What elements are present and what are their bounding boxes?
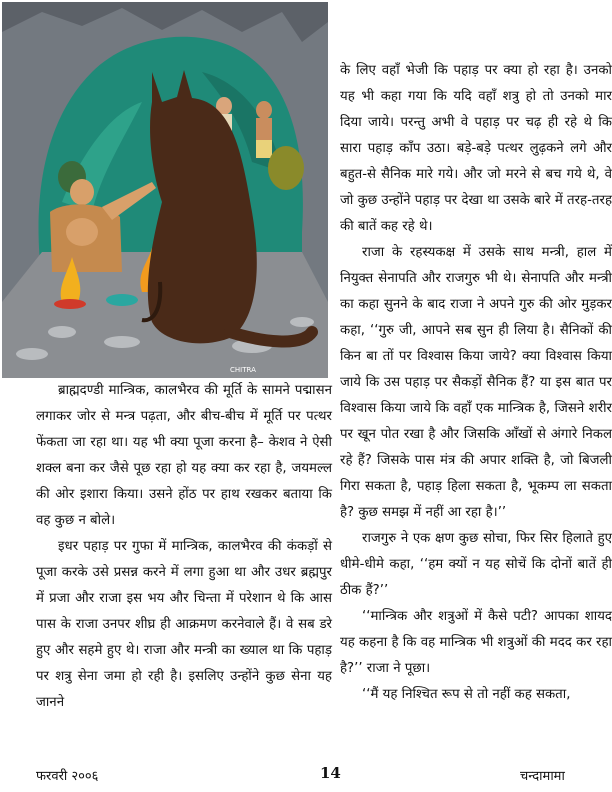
paragraph: ब्राह्मदण्डी मान्त्रिक, कालभैरव की मूर्ति के सामने पद्मासन लगाकर जोर से मन्त्र पढ़ता, और बीच-बीच में मूर्ति पर पत्थर फेंकता जा रहा था। यह भी क्या पूजा करना है– केशव ने ऐसी शक्ल बना कर जैसे पूछ रहा हो यह क्या कर रहा है, जयमल्ल की ओर इशारा किया। उसने होंठ पर हाथ रखकर बताया कि वह कुछ न बोले।: [36, 383, 332, 528]
paragraph: ‘‘मान्त्रिक और शत्रुओं में कैसे पटी? आपका शायद यह कहना है कि वह मान्त्रिक भी शत्रुओं की मदद कर रहा है?’’ राजा ने पूछा।: [340, 609, 612, 676]
paragraph: राजगुरु ने एक क्षण कुछ सोचा, फिर सिर हिलाते हुए धीमे-धीमे कहा, ‘‘हम क्यों न यह सोचें कि दोनों बातें ही ठीक हैं?’’: [340, 531, 612, 598]
right-text-column: [340, 58, 612, 708]
footer-date: फरवरी २००६: [36, 769, 99, 784]
footer-magazine-name: चन्दामामा: [520, 769, 565, 784]
clay-pot: [268, 146, 304, 190]
story-illustration: [2, 2, 328, 378]
artist-signature: CHITRA: [230, 366, 256, 374]
left-text-column: [36, 378, 332, 716]
paragraph: इधर पहाड़ पर गुफा में मान्त्रिक, कालभैरव की कंकड़ों से पूजा करके उसे प्रसन्न करने में लगा हुआ था और उधर ब्रह्मपुर में प्रजा और राजा इस भय और चिन्ता में परेशान थे कि आस पास के राजा उनपर शीघ्र ही आक्रमण करनेवाले हैं। वे सब डरे हुए और सहमे हुए थे। राजा और मन्त्री का ख्याल था कि पहाड़ पर शत्रु सेना जमा हो रही है। इसलिए उन्होंने कुछ सेना यह जानने: [36, 539, 332, 710]
page-number: 14: [320, 764, 341, 782]
paragraph: ‘‘मैं यह निश्चित रूप से तो नहीं कह सकता,: [362, 687, 571, 702]
paragraph: राजा के रहस्यकक्ष में उसके साथ मन्त्री, हाल में नियुक्त सेनापति और राजगुरु भी थे। सेनापति और मन्त्री का कहा सुनने के बाद राजा ने अपने गुरु की ओर मुड़कर कहा, ‘‘गुरु जी, आपने सब सुन ही लिया है। सैनिकों की किन बा तों पर विश्वास किया जाये? क्या विश्वास किया जाये कि उस पहाड़ पर सैकड़ों सैनिक हैं? या इस बात पर विश्वास किया जाये कि वहाँ एक मान्त्रिक है, जिसने शरीर पर खून पोत रखा है और जिसकि आँखों से अंगारे निकल रहे हैं? जिसके पास मंत्र की अपार शक्ति है, जो बिजली गिरा सकता है, पहाड़ हिला सकता है, भूकम्प ला सकता है? कुछ समझ में नहीं आ रहा है।’’: [340, 245, 612, 520]
paragraph: के लिए वहाँ भेजी कि पहाड़ पर क्या हो रहा है। उनको यह भी कहा गया कि यदि वहाँ शत्रु हो तो उनको मार दिया जाये। परन्तु अभी वे पहाड़ पर चढ़ ही रहे थे कि सारा पहाड़ काँप उठा। बड़े-बड़े पत्थर लुढ़कने लगे और बहुत-से सैनिक मारे गये। और जो मरने से बच गये थे, वे जो कुछ उन्होंने पहाड़ पर देखा था उसके बारे में तरह-तरह की बातें कह रहे थे।: [340, 63, 612, 234]
